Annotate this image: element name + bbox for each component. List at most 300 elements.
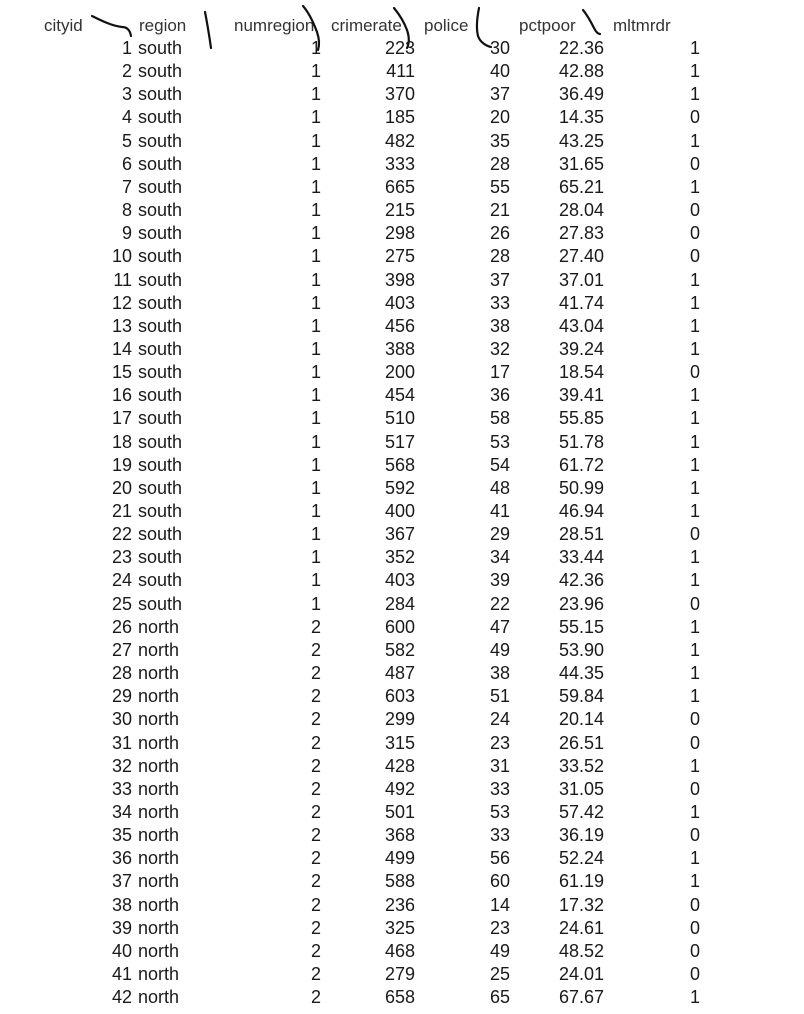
police-cell: 32 (489, 338, 510, 359)
region-cell: south (138, 454, 183, 475)
region-cell: north (138, 732, 180, 753)
cityid-cell: 7 (121, 176, 132, 197)
table-row (0, 593, 804, 616)
numregion-cell: 1 (310, 107, 321, 128)
police-cell: 24 (489, 709, 510, 730)
table-row (0, 60, 804, 83)
mltmrdr-cell: 0 (689, 964, 700, 984)
table-row (0, 616, 804, 639)
table-row (0, 338, 804, 361)
header-region: region (139, 16, 187, 35)
table-row (0, 963, 804, 986)
region-cell: south (138, 338, 183, 359)
mltmrdr-cell: 1 (689, 130, 700, 151)
crimerate-cell: 333 (384, 153, 415, 174)
pctpoor-cell: 43.04 (558, 315, 604, 336)
table-row (0, 37, 804, 60)
mltmrdr-cell: 0 (689, 153, 700, 174)
police-cell: 38 (489, 663, 510, 684)
pctpoor-cell: 31.05 (558, 778, 604, 799)
pctpoor-cell: 20.14 (558, 709, 604, 730)
mltmrdr-cell: 1 (689, 84, 700, 105)
mltmrdr-cell: 0 (689, 246, 700, 267)
region-cell: south (138, 130, 183, 151)
crimerate-cell: 185 (384, 107, 415, 128)
police-cell: 55 (489, 176, 510, 197)
police-cell: 33 (489, 292, 510, 313)
cityid-cell: 24 (111, 570, 132, 591)
police-cell: 49 (489, 940, 510, 961)
cityid-cell: 20 (111, 477, 132, 498)
crimerate-cell: 400 (384, 501, 415, 521)
crimerate-cell: 454 (384, 385, 415, 406)
mltmrdr-cell: 1 (689, 38, 700, 58)
cityid-cell: 25 (111, 593, 132, 614)
table-row (0, 407, 804, 430)
mltmrdr-cell: 0 (689, 200, 700, 221)
region-cell: south (138, 107, 183, 128)
pctpoor-cell: 14.35 (558, 107, 604, 128)
pctpoor-cell: 55.85 (558, 408, 604, 429)
police-cell: 49 (489, 639, 510, 660)
numregion-cell: 1 (310, 176, 321, 197)
cityid-cell: 30 (111, 709, 132, 730)
region-cell: south (138, 477, 183, 498)
crimerate-cell: 468 (384, 940, 415, 961)
cityid-cell: 4 (121, 107, 132, 128)
region-cell: south (138, 84, 183, 105)
numregion-cell: 1 (310, 431, 321, 452)
region-cell: south (138, 61, 183, 82)
cityid-cell: 14 (111, 338, 132, 359)
cityid-cell: 12 (111, 292, 132, 313)
region-cell: south (138, 269, 183, 290)
pctpoor-cell: 39.24 (558, 338, 604, 359)
pen-mark-pctpoor (583, 10, 600, 34)
pctpoor-cell: 24.01 (558, 964, 604, 984)
cityid-cell: 34 (111, 801, 132, 822)
crimerate-cell: 398 (384, 269, 415, 290)
header-mltmrdr: mltmrdr (613, 16, 671, 35)
numregion-cell: 2 (310, 686, 321, 707)
table-row (0, 523, 804, 546)
numregion-cell: 2 (310, 825, 321, 846)
crimerate-cell: 275 (384, 246, 415, 267)
pctpoor-cell: 26.51 (558, 732, 604, 753)
table-row (0, 708, 804, 731)
pctpoor-cell: 23.96 (558, 593, 604, 614)
cityid-cell: 9 (121, 223, 132, 244)
mltmrdr-cell: 1 (689, 686, 700, 707)
region-cell: south (138, 176, 183, 197)
numregion-cell: 2 (310, 616, 321, 637)
mltmrdr-cell: 1 (689, 269, 700, 290)
numregion-cell: 1 (310, 153, 321, 174)
crimerate-cell: 492 (384, 778, 415, 799)
header-numregion: numregion (234, 16, 315, 35)
crimerate-cell: 298 (384, 223, 415, 244)
mltmrdr-cell: 1 (689, 501, 700, 521)
crimerate-cell: 592 (384, 477, 415, 498)
pctpoor-cell: 37.01 (558, 269, 604, 290)
mltmrdr-cell: 1 (689, 176, 700, 197)
pctpoor-cell: 67.67 (558, 987, 604, 1008)
pctpoor-cell: 24.61 (558, 917, 604, 938)
police-cell: 26 (489, 223, 510, 244)
table-row (0, 199, 804, 222)
region-cell: north (138, 639, 180, 660)
cityid-cell: 22 (111, 524, 132, 545)
mltmrdr-cell: 1 (689, 848, 700, 869)
pctpoor-cell: 61.72 (558, 454, 604, 475)
pctpoor-cell: 51.78 (558, 431, 604, 452)
mltmrdr-cell: 0 (689, 894, 700, 915)
numregion-cell: 2 (310, 663, 321, 684)
region-cell: south (138, 223, 183, 244)
numregion-cell: 1 (310, 570, 321, 591)
crimerate-cell: 499 (384, 848, 415, 869)
table-row (0, 500, 804, 523)
mltmrdr-cell: 0 (689, 940, 700, 961)
cityid-cell: 15 (111, 362, 132, 383)
region-cell: north (138, 964, 180, 984)
mltmrdr-cell: 1 (689, 408, 700, 429)
cityid-cell: 35 (111, 825, 132, 846)
numregion-cell: 1 (310, 269, 321, 290)
region-cell: south (138, 200, 183, 221)
region-cell: north (138, 940, 180, 961)
crimerate-cell: 367 (384, 524, 415, 545)
cityid-cell: 19 (111, 454, 132, 475)
cityid-cell: 32 (111, 755, 132, 776)
region-cell: north (138, 778, 180, 799)
police-cell: 51 (489, 686, 510, 707)
crimerate-cell: 665 (384, 176, 415, 197)
police-cell: 33 (489, 825, 510, 846)
crimerate-cell: 403 (384, 570, 415, 591)
pctpoor-cell: 44.35 (558, 663, 604, 684)
table-row (0, 222, 804, 245)
pctpoor-cell: 55.15 (558, 616, 604, 637)
cityid-cell: 27 (111, 639, 132, 660)
table-row (0, 292, 804, 315)
numregion-cell: 1 (310, 223, 321, 244)
pctpoor-cell: 42.36 (558, 570, 604, 591)
numregion-cell: 2 (310, 894, 321, 915)
numregion-cell: 1 (310, 130, 321, 151)
pctpoor-cell: 33.52 (558, 755, 604, 776)
cityid-cell: 5 (121, 130, 132, 151)
numregion-cell: 2 (310, 639, 321, 660)
pctpoor-cell: 28.04 (558, 200, 604, 221)
table-row (0, 269, 804, 292)
pctpoor-cell: 41.74 (558, 292, 604, 313)
numregion-cell: 1 (310, 501, 321, 521)
crimerate-cell: 223 (384, 38, 415, 58)
police-cell: 53 (489, 431, 510, 452)
mltmrdr-cell: 1 (689, 663, 700, 684)
crimerate-cell: 299 (384, 709, 415, 730)
pctpoor-cell: 65.21 (558, 176, 604, 197)
region-cell: north (138, 686, 180, 707)
police-cell: 30 (489, 38, 510, 58)
cityid-cell: 6 (121, 153, 132, 174)
mltmrdr-cell: 1 (689, 616, 700, 637)
table-row (0, 986, 804, 1009)
pctpoor-cell: 43.25 (558, 130, 604, 151)
table-row (0, 940, 804, 963)
police-cell: 37 (489, 84, 510, 105)
pctpoor-cell: 46.94 (558, 501, 604, 521)
crimerate-cell: 370 (384, 84, 415, 105)
pen-mark-cityid (92, 16, 131, 36)
pctpoor-cell: 57.42 (558, 801, 604, 822)
region-cell: south (138, 153, 183, 174)
crimerate-cell: 482 (384, 130, 415, 151)
crimerate-cell: 428 (384, 755, 415, 776)
pctpoor-cell: 17.32 (558, 894, 604, 915)
numregion-cell: 2 (310, 940, 321, 961)
pctpoor-cell: 52.24 (558, 848, 604, 869)
table-row (0, 477, 804, 500)
pctpoor-cell: 31.65 (558, 153, 604, 174)
region-cell: south (138, 570, 183, 591)
numregion-cell: 1 (310, 524, 321, 545)
crimerate-cell: 501 (384, 801, 415, 822)
crimerate-cell: 279 (384, 964, 415, 984)
police-cell: 33 (489, 778, 510, 799)
mltmrdr-cell: 0 (689, 223, 700, 244)
mltmrdr-cell: 1 (689, 385, 700, 406)
crimerate-cell: 603 (384, 686, 415, 707)
police-cell: 65 (489, 987, 510, 1008)
cityid-cell: 1 (121, 38, 132, 58)
cityid-cell: 33 (111, 778, 132, 799)
cityid-cell: 39 (111, 917, 132, 938)
numregion-cell: 2 (310, 801, 321, 822)
region-cell: south (138, 385, 183, 406)
table-row (0, 245, 804, 268)
police-cell: 36 (489, 385, 510, 406)
pctpoor-cell: 36.19 (558, 825, 604, 846)
cityid-cell: 2 (121, 61, 132, 82)
region-cell: north (138, 848, 180, 869)
cityid-cell: 26 (111, 616, 132, 637)
numregion-cell: 1 (310, 61, 321, 82)
police-cell: 38 (489, 315, 510, 336)
header-crimerate: crimerate (331, 16, 402, 35)
mltmrdr-cell: 1 (689, 570, 700, 591)
pctpoor-cell: 27.83 (558, 223, 604, 244)
crimerate-cell: 284 (384, 593, 415, 614)
numregion-cell: 2 (310, 848, 321, 869)
crimerate-cell: 568 (384, 454, 415, 475)
table-row (0, 755, 804, 778)
cityid-cell: 18 (111, 431, 132, 452)
numregion-cell: 2 (310, 709, 321, 730)
mltmrdr-cell: 1 (689, 338, 700, 359)
region-cell: north (138, 917, 180, 938)
pctpoor-cell: 61.19 (558, 871, 604, 892)
mltmrdr-cell: 0 (689, 524, 700, 545)
mltmrdr-cell: 0 (689, 825, 700, 846)
crimerate-cell: 411 (386, 61, 415, 82)
police-cell: 48 (489, 477, 510, 498)
numregion-cell: 2 (310, 732, 321, 753)
pctpoor-cell: 18.54 (558, 362, 604, 383)
numregion-cell: 1 (310, 38, 321, 58)
mltmrdr-cell: 0 (689, 778, 700, 799)
numregion-cell: 1 (310, 292, 321, 313)
cityid-cell: 13 (111, 315, 132, 336)
region-cell: south (138, 246, 183, 267)
crimerate-cell: 315 (384, 732, 415, 753)
mltmrdr-cell: 1 (689, 801, 700, 822)
police-cell: 54 (489, 454, 510, 475)
header-cityid: cityid (44, 16, 83, 35)
numregion-cell: 1 (310, 408, 321, 429)
table-row (0, 662, 804, 685)
region-cell: north (138, 709, 180, 730)
police-cell: 22 (489, 593, 510, 614)
crimerate-cell: 325 (384, 917, 415, 938)
region-cell: south (138, 38, 183, 58)
mltmrdr-cell: 0 (689, 732, 700, 753)
police-cell: 14 (489, 894, 510, 915)
cityid-cell: 23 (111, 547, 132, 568)
mltmrdr-cell: 1 (689, 755, 700, 776)
numregion-cell: 1 (310, 362, 321, 383)
numregion-cell: 1 (310, 246, 321, 267)
crimerate-cell: 588 (384, 871, 415, 892)
mltmrdr-cell: 1 (689, 639, 700, 660)
region-cell: north (138, 825, 180, 846)
region-cell: north (138, 801, 180, 822)
numregion-cell: 2 (310, 964, 321, 984)
police-cell: 23 (489, 917, 510, 938)
pctpoor-cell: 42.88 (558, 61, 604, 82)
numregion-cell: 2 (310, 871, 321, 892)
police-cell: 28 (489, 153, 510, 174)
numregion-cell: 1 (310, 385, 321, 406)
police-cell: 28 (489, 246, 510, 267)
table-row (0, 315, 804, 338)
numregion-cell: 1 (310, 84, 321, 105)
pctpoor-cell: 50.99 (558, 477, 604, 498)
region-cell: south (138, 593, 183, 614)
pctpoor-cell: 28.51 (558, 524, 604, 545)
mltmrdr-cell: 1 (689, 454, 700, 475)
numregion-cell: 2 (310, 917, 321, 938)
region-cell: south (138, 547, 183, 568)
police-cell: 31 (489, 755, 510, 776)
region-cell: south (138, 501, 183, 521)
table-row (0, 546, 804, 569)
police-cell: 41 (489, 501, 510, 521)
table-row (0, 361, 804, 384)
numregion-cell: 1 (310, 338, 321, 359)
pctpoor-cell: 36.49 (558, 84, 604, 105)
table-row (0, 824, 804, 847)
cityid-cell: 38 (111, 894, 132, 915)
cityid-cell: 29 (111, 686, 132, 707)
crimerate-cell: 582 (384, 639, 415, 660)
table-row (0, 83, 804, 106)
police-cell: 35 (489, 130, 510, 151)
region-cell: south (138, 315, 183, 336)
cityid-cell: 40 (111, 940, 132, 961)
police-cell: 29 (489, 524, 510, 545)
header-pctpoor: pctpoor (519, 16, 576, 35)
police-cell: 20 (489, 107, 510, 128)
numregion-cell: 1 (310, 454, 321, 475)
pctpoor-cell: 39.41 (558, 385, 604, 406)
table-row (0, 384, 804, 407)
crimerate-cell: 487 (384, 663, 415, 684)
cityid-cell: 11 (113, 269, 132, 290)
crimerate-cell: 215 (384, 200, 415, 221)
pctpoor-cell: 48.52 (558, 940, 604, 961)
table-row (0, 847, 804, 870)
crimerate-cell: 456 (384, 315, 415, 336)
cityid-cell: 10 (111, 246, 132, 267)
police-cell: 25 (489, 964, 510, 984)
pctpoor-cell: 22.36 (558, 38, 604, 58)
pctpoor-cell: 33.44 (558, 547, 604, 568)
crimerate-cell: 388 (384, 338, 415, 359)
table-row (0, 685, 804, 708)
numregion-cell: 2 (310, 755, 321, 776)
pctpoor-cell: 27.40 (558, 246, 604, 267)
crimerate-cell: 517 (384, 431, 415, 452)
cityid-cell: 42 (111, 987, 132, 1008)
table-row (0, 454, 804, 477)
cityid-cell: 41 (111, 964, 132, 984)
police-cell: 21 (489, 200, 510, 221)
mltmrdr-cell: 1 (689, 477, 700, 498)
crimerate-cell: 658 (384, 987, 415, 1008)
police-cell: 60 (489, 871, 510, 892)
police-cell: 17 (489, 362, 510, 383)
header-police: police (424, 16, 469, 35)
pctpoor-cell: 53.90 (558, 639, 604, 660)
cityid-cell: 16 (111, 385, 132, 406)
crimerate-cell: 600 (384, 616, 415, 637)
cityid-cell: 3 (121, 84, 132, 105)
table-row (0, 130, 804, 153)
region-cell: south (138, 524, 183, 545)
pctpoor-cell: 59.84 (558, 686, 604, 707)
crimerate-cell: 352 (384, 547, 415, 568)
mltmrdr-cell: 1 (689, 292, 700, 313)
region-cell: south (138, 292, 183, 313)
cityid-cell: 17 (111, 408, 132, 429)
crimerate-cell: 510 (384, 408, 415, 429)
cityid-cell: 31 (111, 732, 132, 753)
crimerate-cell: 236 (384, 894, 415, 915)
mltmrdr-cell: 1 (689, 315, 700, 336)
numregion-cell: 1 (310, 593, 321, 614)
police-cell: 40 (489, 61, 510, 82)
table-row (0, 801, 804, 824)
crimerate-cell: 368 (384, 825, 415, 846)
mltmrdr-cell: 0 (689, 593, 700, 614)
region-cell: north (138, 616, 180, 637)
police-cell: 34 (489, 547, 510, 568)
table-row (0, 176, 804, 199)
region-cell: south (138, 408, 183, 429)
police-cell: 47 (489, 616, 510, 637)
